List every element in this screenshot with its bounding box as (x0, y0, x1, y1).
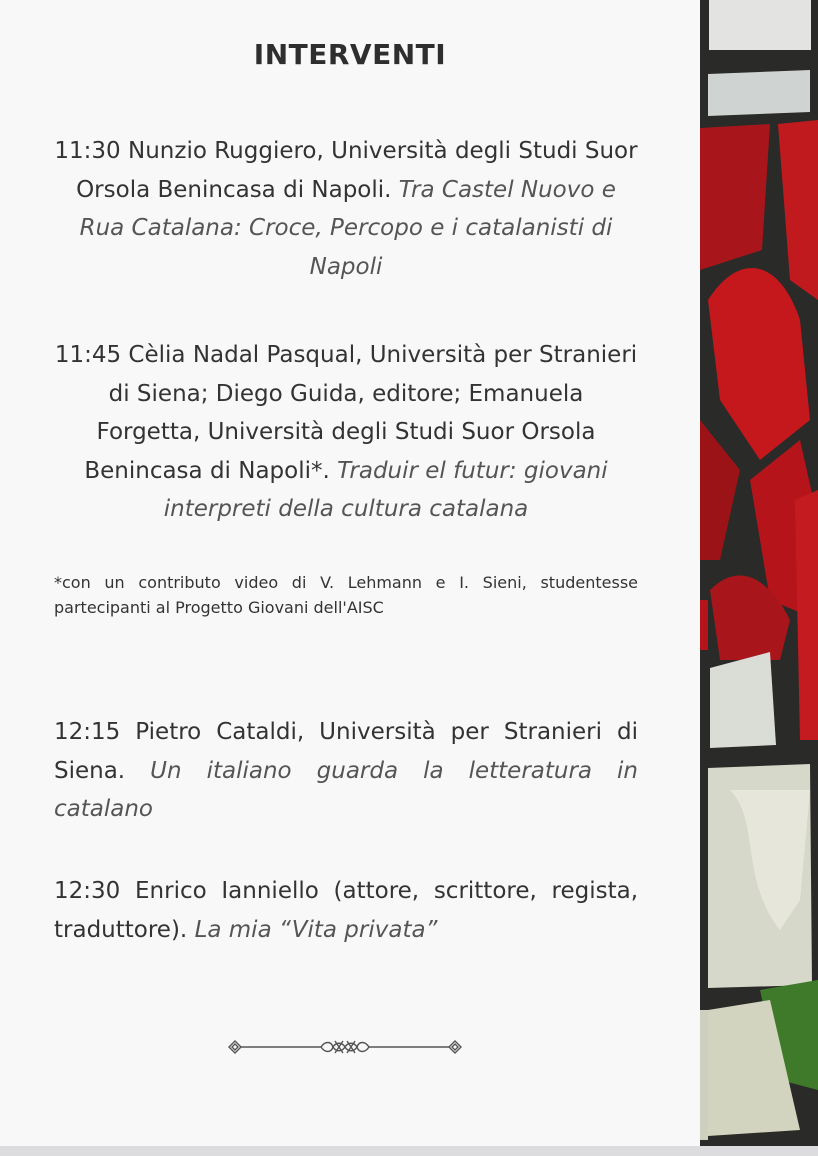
ornament-divider-icon (225, 1033, 465, 1061)
talk-time: 11:30 (54, 138, 121, 164)
talk-title: Traduir el futur: giovani interpreti della cultura catalana (163, 457, 608, 522)
talk-speaker: Cèlia Nadal Pasqual, Università per Stranieri di Siena; Diego Guida, editore; Emanuela Forgetta, Università degli Studi Suor Orsola Benincasa di Napoli*. (84, 342, 638, 484)
talk-entry-4 (54, 872, 638, 949)
talk-entry-1 (54, 132, 638, 286)
talk-title: Tra Castel Nuovo e Rua Catalana: Croce, Percopo e i catalanisti di Napoli (79, 176, 616, 280)
talk-entry-3 (54, 713, 638, 829)
talk-speaker: Pietro Cataldi, Università per Stranieri di Siena. (54, 719, 638, 784)
bottom-strip (0, 1146, 818, 1156)
page-title: INTERVENTI (253, 38, 447, 71)
talk-speaker: Nunzio Ruggiero, Università degli Studi Suor Orsola Benincasa di Napoli. (76, 138, 638, 203)
stained-glass-decoration (700, 0, 818, 1146)
talk-time: 12:30 (54, 878, 121, 904)
talk-footnote: *con un contributo video di V. Lehmann e I. Sieni, studentesse partecipanti al Progetto Giovani dell'AISC (54, 573, 638, 617)
talk-title: Un italiano guarda la letteratura in catalano (54, 757, 638, 822)
talk-title: La mia “Vita privata” (194, 916, 438, 943)
talk-entry-2 (54, 336, 638, 529)
talk-time: 11:45 (54, 342, 122, 368)
talk-time: 12:15 (54, 719, 121, 745)
talk-speaker: Enrico Ianniello (attore, scrittore, regista, traduttore). (54, 878, 639, 943)
